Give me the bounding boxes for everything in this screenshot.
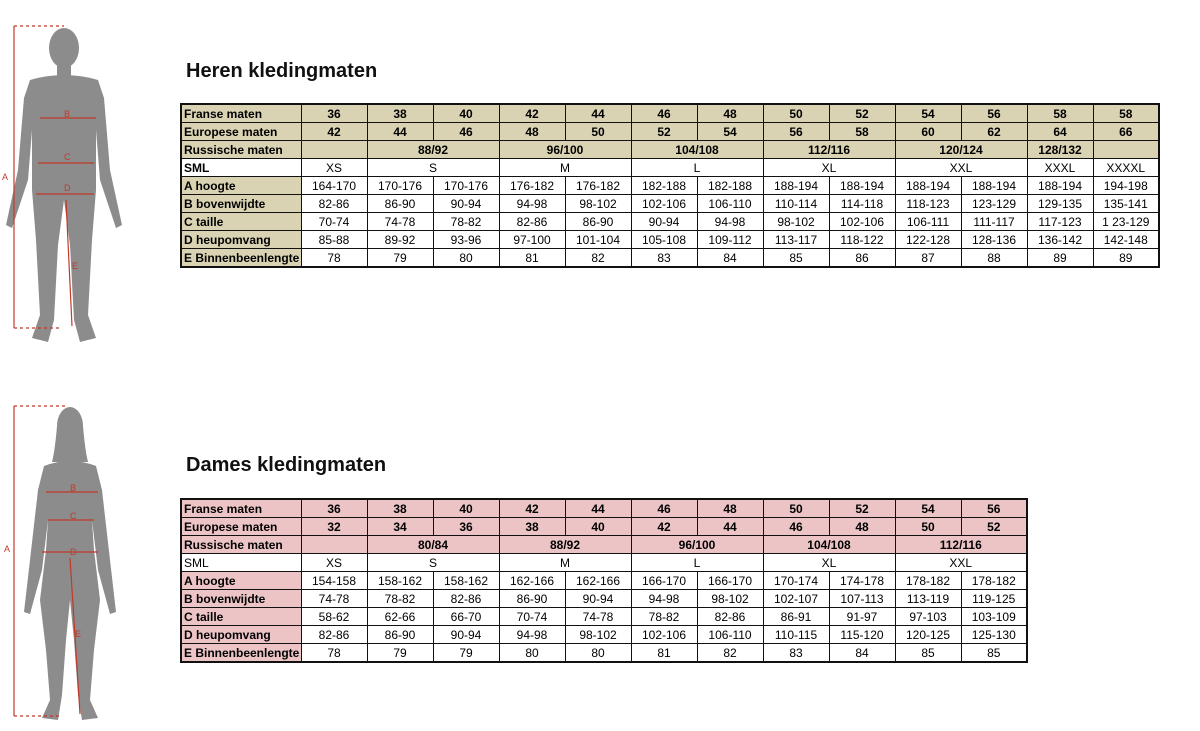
- table-row-russische: [181, 141, 1159, 159]
- table-cell: 89-92: [367, 231, 433, 249]
- table-cell: 82-86: [433, 590, 499, 608]
- table-cell: 110-115: [763, 626, 829, 644]
- table-cell: 44: [367, 123, 433, 141]
- table-cell: 48: [499, 123, 565, 141]
- figure-label-a: A: [4, 544, 11, 554]
- table-cell: 80: [565, 644, 631, 663]
- table-cell: 46: [631, 499, 697, 518]
- table-cell: 64: [1027, 123, 1093, 141]
- table-cell: 86-90: [367, 195, 433, 213]
- table-cell: 188-194: [1027, 177, 1093, 195]
- figure-label-c: C: [64, 152, 71, 162]
- table-row: [181, 249, 1159, 268]
- table-cell: 56: [961, 104, 1027, 123]
- table-cell: 111-117: [961, 213, 1027, 231]
- table-cell: 80: [499, 644, 565, 663]
- table-row: [181, 177, 1159, 195]
- table-cell: 32: [301, 518, 367, 536]
- table-cell: L: [631, 159, 763, 177]
- table-cell: 170-174: [763, 572, 829, 590]
- table-cell: 36: [301, 499, 367, 518]
- table-cell: 85: [763, 249, 829, 268]
- row-label: A hoogte: [181, 572, 301, 590]
- table-cell: 38: [367, 499, 433, 518]
- table-cell: 106-110: [697, 626, 763, 644]
- table-cell: 85-88: [301, 231, 367, 249]
- table-cell: 182-188: [697, 177, 763, 195]
- row-label: Franse maten: [181, 104, 301, 123]
- table-cell: 128-136: [961, 231, 1027, 249]
- table-cell: 1 23-129: [1093, 213, 1159, 231]
- table-cell: 119-125: [961, 590, 1027, 608]
- table-cell: 90-94: [433, 626, 499, 644]
- table-cell: 48: [829, 518, 895, 536]
- table-cell: 82: [565, 249, 631, 268]
- figure-label-a: A: [2, 172, 9, 182]
- table-cell: 101-104: [565, 231, 631, 249]
- table-cell: 82-86: [301, 626, 367, 644]
- table-cell: 52: [631, 123, 697, 141]
- table-cell: 74-78: [565, 608, 631, 626]
- table-cell: XS: [301, 159, 367, 177]
- table-cell: 50: [763, 104, 829, 123]
- table-cell: 70-74: [499, 608, 565, 626]
- table-cell: 113-119: [895, 590, 961, 608]
- figure-label-b: B: [64, 109, 71, 119]
- table-cell: 98-102: [565, 195, 631, 213]
- women-body-figure: [0, 400, 140, 730]
- table-cell: M: [499, 159, 631, 177]
- table-cell: 54: [697, 123, 763, 141]
- table-cell: [301, 536, 367, 554]
- row-label: D heupomvang: [181, 231, 301, 249]
- table-cell: 123-129: [961, 195, 1027, 213]
- figure-label-e: E: [72, 261, 79, 271]
- table-cell: 79: [433, 644, 499, 663]
- row-label: Europese maten: [181, 518, 301, 536]
- table-cell: 89: [1027, 249, 1093, 268]
- table-cell: 88/92: [499, 536, 631, 554]
- figure-label-e: E: [75, 629, 82, 639]
- table-row: [181, 590, 1027, 608]
- table-cell: 50: [565, 123, 631, 141]
- table-cell: L: [631, 554, 763, 572]
- table-cell: 74-78: [367, 213, 433, 231]
- table-row: [181, 626, 1027, 644]
- table-cell: 110-114: [763, 195, 829, 213]
- row-label: A hoogte: [181, 177, 301, 195]
- table-cell: 178-182: [895, 572, 961, 590]
- table-cell: 48: [697, 499, 763, 518]
- table-cell: 36: [301, 104, 367, 123]
- row-label: B bovenwijdte: [181, 590, 301, 608]
- table-cell: 170-176: [367, 177, 433, 195]
- figure-label-d: D: [64, 183, 71, 193]
- table-cell: 105-108: [631, 231, 697, 249]
- table-cell: XXL: [895, 159, 1027, 177]
- table-cell: 162-166: [499, 572, 565, 590]
- table-cell: 40: [433, 499, 499, 518]
- table-row-russische: [181, 536, 1027, 554]
- table-cell: [1093, 141, 1159, 159]
- table-cell: 103-109: [961, 608, 1027, 626]
- table-cell: 40: [565, 518, 631, 536]
- table-cell: S: [367, 159, 499, 177]
- table-row: [181, 231, 1159, 249]
- table-cell: 89: [1093, 249, 1159, 268]
- men-title: Heren kledingmaten: [186, 60, 378, 82]
- table-cell: 54: [895, 499, 961, 518]
- table-cell: 91-97: [829, 608, 895, 626]
- table-cell: 102-106: [631, 626, 697, 644]
- table-cell: 66: [1093, 123, 1159, 141]
- table-cell: 129-135: [1027, 195, 1093, 213]
- table-cell: 62-66: [367, 608, 433, 626]
- table-cell: 96/100: [499, 141, 631, 159]
- table-row: [181, 195, 1159, 213]
- table-cell: 90-94: [565, 590, 631, 608]
- table-cell: 38: [499, 518, 565, 536]
- row-label: SML: [181, 159, 301, 177]
- table-cell: S: [367, 554, 499, 572]
- table-cell: 62: [961, 123, 1027, 141]
- men-silhouette-icon: [0, 20, 140, 360]
- table-cell: 88/92: [367, 141, 499, 159]
- table-row: [181, 644, 1027, 663]
- table-cell: 46: [631, 104, 697, 123]
- men-size-table: [180, 103, 1160, 268]
- table-cell: 80/84: [367, 536, 499, 554]
- table-cell: 104/108: [763, 536, 895, 554]
- table-cell: 50: [763, 499, 829, 518]
- table-cell: XXXXL: [1093, 159, 1159, 177]
- table-cell: 54: [895, 104, 961, 123]
- table-cell: 94-98: [499, 195, 565, 213]
- table-cell: 94-98: [697, 213, 763, 231]
- table-cell: 83: [763, 644, 829, 663]
- table-cell: 87: [895, 249, 961, 268]
- table-cell: 118-122: [829, 231, 895, 249]
- table-cell: 98-102: [763, 213, 829, 231]
- table-cell: 34: [367, 518, 433, 536]
- table-cell: 112/116: [895, 536, 1027, 554]
- table-row-franse: [181, 104, 1159, 123]
- row-label: C taille: [181, 213, 301, 231]
- table-cell: 104/108: [631, 141, 763, 159]
- table-cell: 86-90: [565, 213, 631, 231]
- table-cell: 42: [631, 518, 697, 536]
- table-cell: 40: [433, 104, 499, 123]
- table-cell: 112/116: [763, 141, 895, 159]
- table-cell: 182-188: [631, 177, 697, 195]
- table-row: [181, 572, 1027, 590]
- table-cell: XL: [763, 159, 895, 177]
- table-cell: 44: [565, 499, 631, 518]
- table-cell: 158-162: [367, 572, 433, 590]
- table-cell: 85: [961, 644, 1027, 663]
- table-cell: 158-162: [433, 572, 499, 590]
- table-cell: XXL: [895, 554, 1027, 572]
- table-cell: 194-198: [1093, 177, 1159, 195]
- table-cell: 86-91: [763, 608, 829, 626]
- table-cell: 170-176: [433, 177, 499, 195]
- table-cell: 58: [829, 123, 895, 141]
- table-cell: 97-100: [499, 231, 565, 249]
- table-cell: XL: [763, 554, 895, 572]
- men-body-figure: [0, 20, 140, 360]
- table-cell: 46: [433, 123, 499, 141]
- table-cell: 115-120: [829, 626, 895, 644]
- table-cell: 94-98: [631, 590, 697, 608]
- table-row-europese: [181, 518, 1027, 536]
- table-cell: M: [499, 554, 631, 572]
- table-cell: 42: [499, 499, 565, 518]
- table-cell: 122-128: [895, 231, 961, 249]
- table-cell: 78: [301, 249, 367, 268]
- figure-label-c: C: [70, 511, 77, 521]
- table-cell: 97-103: [895, 608, 961, 626]
- row-label: E Binnenbeenlengte: [181, 644, 301, 663]
- table-cell: 102-106: [829, 213, 895, 231]
- table-cell: 113-117: [763, 231, 829, 249]
- table-cell: 44: [565, 104, 631, 123]
- table-cell: 52: [829, 499, 895, 518]
- table-cell: 86: [829, 249, 895, 268]
- table-cell: 120-125: [895, 626, 961, 644]
- figure-label-b: B: [70, 483, 77, 493]
- table-cell: 154-158: [301, 572, 367, 590]
- row-label: Franse maten: [181, 499, 301, 518]
- table-cell: 86-90: [367, 626, 433, 644]
- row-label: E Binnenbeenlengte: [181, 249, 301, 268]
- row-label: D heupomvang: [181, 626, 301, 644]
- table-cell: 188-194: [829, 177, 895, 195]
- table-cell: 58: [1093, 104, 1159, 123]
- table-cell: 79: [367, 644, 433, 663]
- women-title: Dames kledingmaten: [186, 454, 387, 476]
- table-cell: 74-78: [301, 590, 367, 608]
- table-cell: 36: [433, 518, 499, 536]
- table-cell: 88: [961, 249, 1027, 268]
- table-row-europese: [181, 123, 1159, 141]
- women-size-table: [180, 498, 1028, 663]
- table-row-sml: [181, 554, 1027, 572]
- table-cell: 78-82: [433, 213, 499, 231]
- table-cell: [301, 141, 367, 159]
- table-row-sml: [181, 159, 1159, 177]
- table-cell: 58-62: [301, 608, 367, 626]
- table-cell: 166-170: [697, 572, 763, 590]
- table-cell: 82: [697, 644, 763, 663]
- table-cell: 81: [499, 249, 565, 268]
- table-cell: 56: [763, 123, 829, 141]
- row-label: C taille: [181, 608, 301, 626]
- table-cell: 82-86: [697, 608, 763, 626]
- table-cell: 78-82: [631, 608, 697, 626]
- table-cell: 188-194: [961, 177, 1027, 195]
- row-label: SML: [181, 554, 301, 572]
- table-cell: 80: [433, 249, 499, 268]
- table-cell: 81: [631, 644, 697, 663]
- table-cell: 60: [895, 123, 961, 141]
- table-cell: 79: [367, 249, 433, 268]
- table-cell: 42: [301, 123, 367, 141]
- table-cell: XS: [301, 554, 367, 572]
- table-cell: 125-130: [961, 626, 1027, 644]
- table-row-franse: [181, 499, 1027, 518]
- table-cell: 136-142: [1027, 231, 1093, 249]
- table-cell: 164-170: [301, 177, 367, 195]
- row-label: B bovenwijdte: [181, 195, 301, 213]
- table-cell: 48: [697, 104, 763, 123]
- table-cell: 102-106: [631, 195, 697, 213]
- table-row: [181, 213, 1159, 231]
- table-cell: 166-170: [631, 572, 697, 590]
- table-cell: 83: [631, 249, 697, 268]
- table-cell: 50: [895, 518, 961, 536]
- table-cell: 85: [895, 644, 961, 663]
- table-cell: 82-86: [301, 195, 367, 213]
- table-cell: 106-110: [697, 195, 763, 213]
- table-cell: 96/100: [631, 536, 763, 554]
- table-cell: 42: [499, 104, 565, 123]
- table-cell: 188-194: [763, 177, 829, 195]
- table-cell: 178-182: [961, 572, 1027, 590]
- table-cell: 70-74: [301, 213, 367, 231]
- table-cell: 93-96: [433, 231, 499, 249]
- table-cell: 52: [829, 104, 895, 123]
- table-cell: 38: [367, 104, 433, 123]
- table-row: [181, 608, 1027, 626]
- table-cell: 44: [697, 518, 763, 536]
- table-cell: 66-70: [433, 608, 499, 626]
- row-label: Europese maten: [181, 123, 301, 141]
- women-silhouette-icon: [0, 400, 140, 730]
- table-cell: 114-118: [829, 195, 895, 213]
- table-cell: 102-107: [763, 590, 829, 608]
- table-cell: 120/124: [895, 141, 1027, 159]
- table-cell: 174-178: [829, 572, 895, 590]
- table-cell: 90-94: [631, 213, 697, 231]
- table-cell: 117-123: [1027, 213, 1093, 231]
- table-cell: 176-182: [499, 177, 565, 195]
- table-cell: 188-194: [895, 177, 961, 195]
- table-cell: 90-94: [433, 195, 499, 213]
- table-cell: 107-113: [829, 590, 895, 608]
- table-cell: 52: [961, 518, 1027, 536]
- table-cell: 162-166: [565, 572, 631, 590]
- table-cell: 135-141: [1093, 195, 1159, 213]
- table-cell: 106-111: [895, 213, 961, 231]
- row-label: Russische maten: [181, 141, 301, 159]
- table-cell: 56: [961, 499, 1027, 518]
- table-cell: 86-90: [499, 590, 565, 608]
- table-cell: 94-98: [499, 626, 565, 644]
- table-cell: XXXL: [1027, 159, 1093, 177]
- table-cell: 128/132: [1027, 141, 1093, 159]
- table-cell: 98-102: [565, 626, 631, 644]
- table-cell: 109-112: [697, 231, 763, 249]
- table-cell: 142-148: [1093, 231, 1159, 249]
- table-cell: 118-123: [895, 195, 961, 213]
- table-cell: 78-82: [367, 590, 433, 608]
- table-cell: 84: [829, 644, 895, 663]
- table-cell: 82-86: [499, 213, 565, 231]
- table-cell: 78: [301, 644, 367, 663]
- table-cell: 98-102: [697, 590, 763, 608]
- table-cell: 176-182: [565, 177, 631, 195]
- row-label: Russische maten: [181, 536, 301, 554]
- figure-label-d: D: [70, 547, 77, 557]
- table-cell: 58: [1027, 104, 1093, 123]
- table-cell: 84: [697, 249, 763, 268]
- table-cell: 46: [763, 518, 829, 536]
